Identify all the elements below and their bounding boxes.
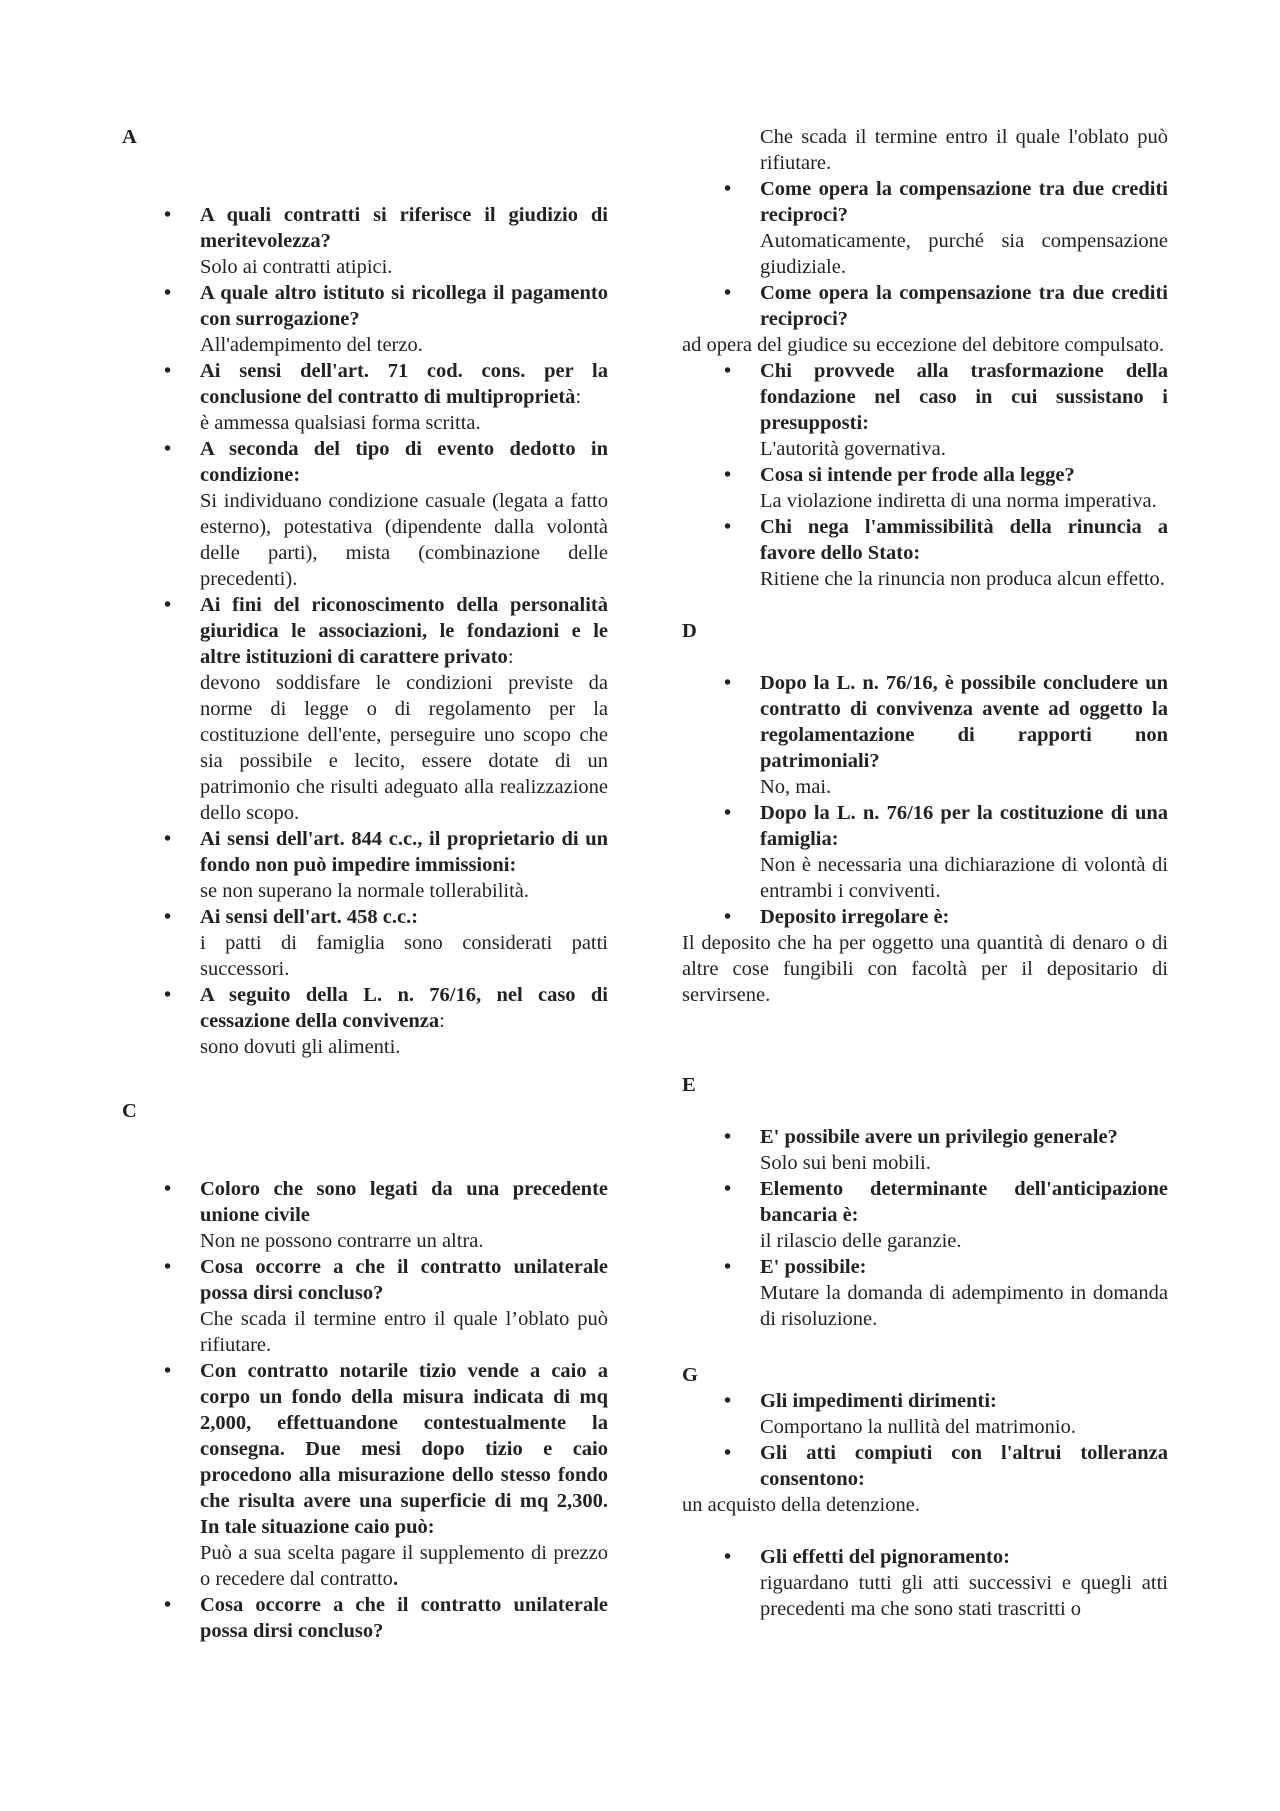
- question-colon: :: [575, 386, 582, 408]
- section-g-list: [682, 1388, 1168, 1492]
- section-letter-a: A: [122, 126, 137, 148]
- answer-text: Può a sua scelta pagare il supplemento di prezzo o recedere dal contratto: [200, 1542, 608, 1590]
- qa-item: [200, 202, 608, 280]
- question: • Coloro che sono legati da una precedente unione civile: [200, 1178, 608, 1226]
- section-letter-e: E: [682, 1074, 696, 1096]
- question: • Deposito irregolare è:: [760, 906, 950, 928]
- question: • Come opera la compensazione tra due crediti reciproci?: [760, 178, 1168, 226]
- question: • Con contratto notarile tizio vende a caio a corpo un fondo della misura indicata di mq 2,000, effettuandone contestualmente la consegna. Due mesi dopo tizio e caio procedono alla misurazione dello stesso fondo che risulta avere una superficie di mq 2,300. In tale situazione caio può:: [200, 1360, 608, 1538]
- question: [200, 592, 608, 670]
- question: • Dopo la L. n. 76/16 per la costituzione di una famiglia:: [760, 802, 1168, 850]
- answer: Automaticamente, purché sia compensazione giudiziale.: [760, 230, 1168, 278]
- qa-item: [760, 1544, 1168, 1622]
- qa-item: [760, 1440, 1168, 1492]
- section-d-list: [682, 670, 1168, 930]
- question: • E' possibile avere un privilegio generale?: [760, 1126, 1118, 1148]
- answer: Si individuano condizione casuale (legata a fatto esterno), potestativa (dipendente dalla volontà delle parti), mista (combinazione delle precedenti).: [200, 490, 608, 590]
- continued-answer: Che scada il termine entro il quale l'oblato può rifiutare.: [760, 126, 1168, 174]
- left-column: [122, 124, 608, 1644]
- qa-item: [760, 800, 1168, 904]
- question: • Chi nega l'ammissibilità della rinuncia a favore dello Stato:: [760, 516, 1168, 564]
- question: • Gli effetti del pignoramento:: [760, 1546, 1010, 1568]
- question-text: A seguito della L. n. 76/16, nel caso di cessazione della convivenza: [200, 984, 608, 1032]
- question: • A seconda del tipo di evento dedotto in condizione:: [200, 438, 608, 486]
- qa-item: [760, 280, 1168, 332]
- section-a-list: [122, 202, 608, 1060]
- question: • E' possibile:: [760, 1256, 867, 1278]
- question: • Cosa si intende per frode alla legge?: [760, 464, 1075, 486]
- answer: Che scada il termine entro il quale l’oblato può rifiutare.: [200, 1308, 608, 1356]
- answer: La violazione indiretta di una norma imperativa.: [760, 490, 1157, 512]
- question: • Gli impedimenti dirimenti:: [760, 1390, 997, 1412]
- question: • Come opera la compensazione tra due crediti reciproci?: [760, 282, 1168, 330]
- section-letter-d: D: [682, 620, 697, 642]
- qa-item: [200, 436, 608, 592]
- qa-item: [760, 514, 1168, 592]
- answer: Non ne possono contrarre un altra.: [200, 1230, 484, 1252]
- section-g-list-2: [682, 1544, 1168, 1622]
- qa-item: [760, 462, 1168, 514]
- section-letter-c: C: [122, 1100, 137, 1122]
- answer: è ammessa qualsiasi forma scritta.: [200, 412, 481, 434]
- qa-item: [200, 982, 608, 1060]
- qa-item: [200, 358, 608, 436]
- answer: L'autorità governativa.: [760, 438, 946, 460]
- qa-item: [200, 904, 608, 982]
- qa-item: [760, 1254, 1168, 1332]
- answer: No, mai.: [760, 776, 832, 798]
- question-text: Ai sensi dell'art. 71 cod. cons. per la conclusione del contratto di multiproprietà: [200, 360, 608, 408]
- answer-period: .: [392, 1568, 399, 1590]
- question: • Elemento determinante dell'anticipazione bancaria è:: [760, 1178, 1168, 1226]
- qa-item: [200, 1592, 608, 1644]
- question: • A quale altro istituto si ricollega il pagamento con surrogazione?: [200, 282, 608, 330]
- qa-item: [760, 1388, 1168, 1440]
- answer: All'adempimento del terzo.: [200, 334, 423, 356]
- question: • Gli atti compiuti con l'altrui tolleranza consentono:: [760, 1442, 1168, 1490]
- answer: Comportano la nullità del matrimonio.: [760, 1416, 1076, 1438]
- answer: devono soddisfare le condizioni previste da norme di legge o di regolamento per la costituzione dell'ente, perseguire uno scopo che sia possibile e lecito, essere dotate di un patrimonio che risulti adeguato alla realizzazione dello scopo.: [200, 672, 608, 824]
- qa-item: [760, 176, 1168, 280]
- answer: Mutare la domanda di adempimento in domanda di risoluzione.: [760, 1282, 1168, 1330]
- question: • Ai sensi dell'art. 458 c.c.:: [200, 906, 419, 928]
- qa-item: [760, 1124, 1168, 1176]
- question-colon: :: [507, 646, 514, 668]
- qa-item: [200, 592, 608, 826]
- answer: Ritiene che la rinuncia non produca alcun effetto.: [760, 568, 1165, 590]
- qa-item: [760, 670, 1168, 800]
- answer: il rilascio delle garanzie.: [760, 1230, 962, 1252]
- qa-item: [760, 904, 1168, 930]
- flush-answer: Il deposito che ha per oggetto una quantità di denaro o di altre cose fungibili con facoltà per il depositario di servirsene.: [682, 932, 1168, 1006]
- answer: Non è necessaria una dichiarazione di volontà di entrambi i conviventi.: [760, 854, 1168, 902]
- qa-item: [200, 1176, 608, 1254]
- question: • Cosa occorre a che il contratto unilaterale possa dirsi concluso?: [200, 1594, 608, 1642]
- question-text: Ai fini del riconoscimento della personalità giuridica le associazioni, le fondazioni e le altre istituzioni di carattere privato: [200, 594, 608, 668]
- qa-item: [200, 826, 608, 904]
- section-e-list: [682, 1124, 1168, 1332]
- flush-answer: ad opera del giudice su eccezione del debitore compulsato.: [682, 334, 1165, 356]
- qa-item: [200, 280, 608, 358]
- question: • Ai sensi dell'art. 844 c.c., il proprietario di un fondo non può impedire immissioni:: [200, 828, 608, 876]
- answer: sono dovuti gli alimenti.: [200, 1036, 401, 1058]
- qa-item: [760, 358, 1168, 462]
- section-letter-g: G: [682, 1364, 698, 1386]
- qa-item: [200, 1254, 608, 1358]
- answer: Solo sui beni mobili.: [760, 1152, 931, 1174]
- question: [200, 358, 608, 410]
- flush-answer: un acquisto della detenzione.: [682, 1494, 920, 1516]
- answer: Solo ai contratti atipici.: [200, 256, 393, 278]
- answer: [200, 1540, 608, 1592]
- answer: i patti di famiglia sono considerati patti successori.: [200, 932, 608, 980]
- answer: riguardano tutti gli atti successivi e quegli atti precedenti ma che sono stati trascritti o: [760, 1572, 1168, 1620]
- section-c-list-continued-2: [682, 358, 1168, 592]
- answer: se non superano la normale tollerabilità.: [200, 880, 530, 902]
- question: • Dopo la L. n. 76/16, è possibile concludere un contratto di convivenza avente ad oggetto la regolamentazione di rapporti non patrimoniali?: [760, 672, 1168, 772]
- section-c-list: [122, 1176, 608, 1644]
- question: • Cosa occorre a che il contratto unilaterale possa dirsi concluso?: [200, 1256, 608, 1304]
- right-column: [682, 124, 1168, 1622]
- question-colon: :: [439, 1010, 445, 1032]
- qa-item: [760, 1176, 1168, 1254]
- qa-item: [200, 1358, 608, 1592]
- question: • Chi provvede alla trasformazione della fondazione nel caso in cui sussistano i presupposti:: [760, 360, 1168, 434]
- question: [200, 982, 608, 1034]
- question: • A quali contratti si riferisce il giudizio di meritevolezza?: [200, 204, 608, 252]
- section-c-list-continued: [682, 176, 1168, 332]
